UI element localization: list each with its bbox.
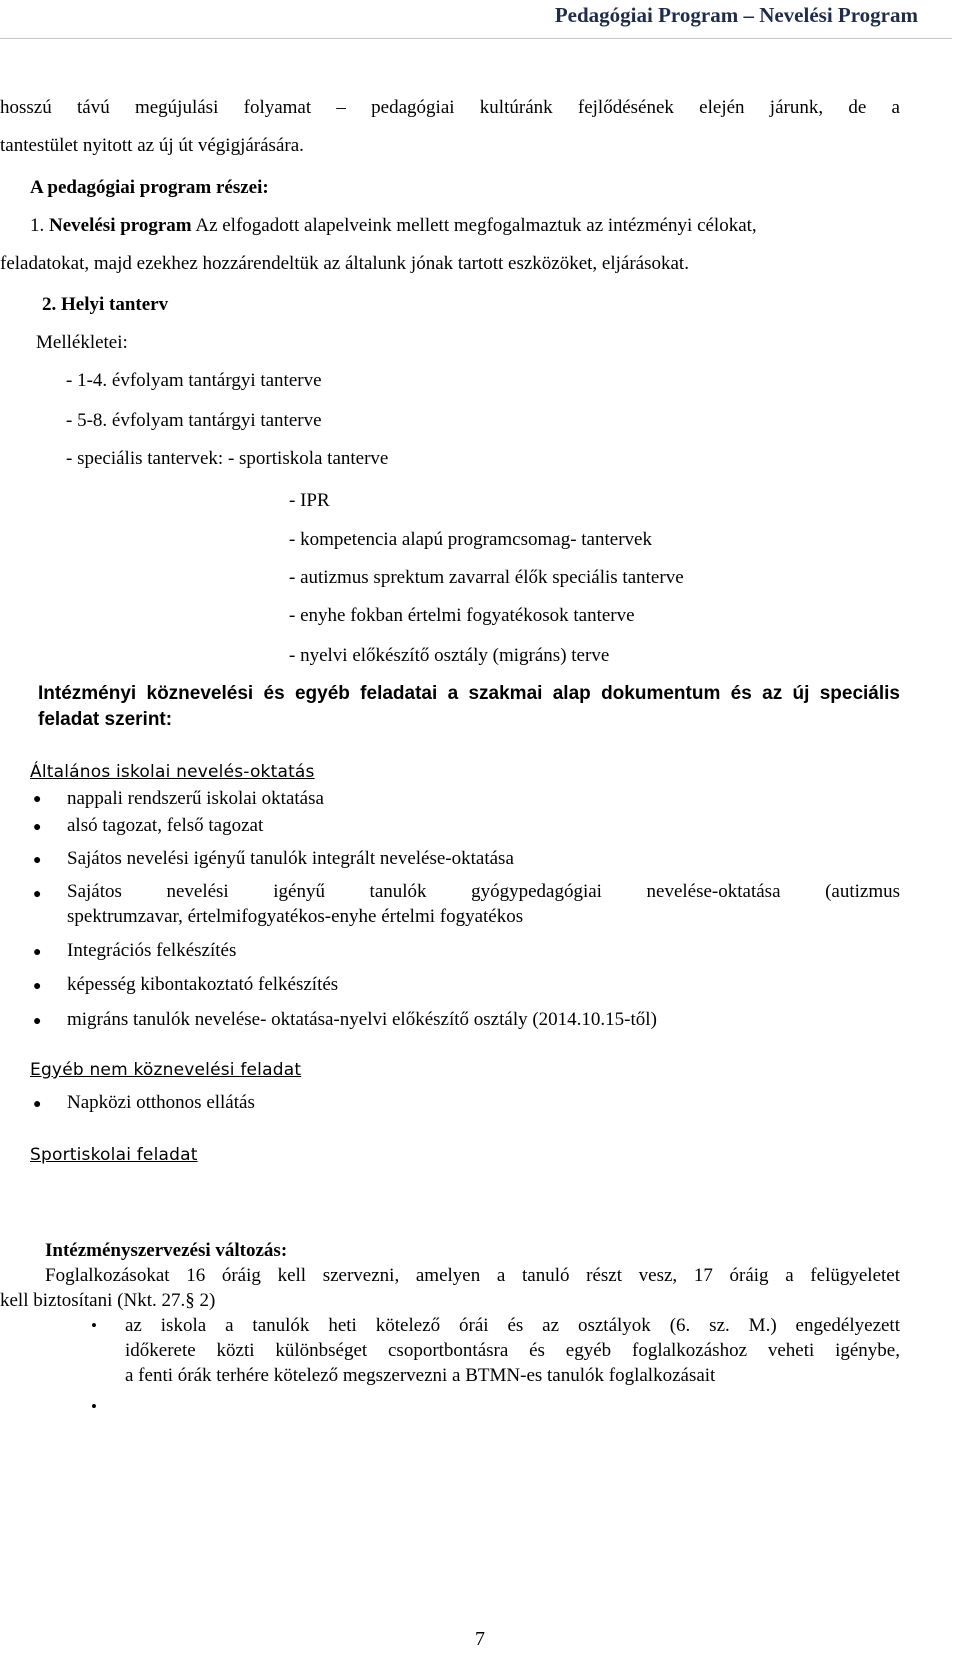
- other-item-1: Napközi otthonos ellátás: [67, 1092, 255, 1113]
- parts-item-1-text: Az elfogadott alapelveink mellett megfogalmaztuk az intézményi célokat,: [195, 215, 757, 236]
- parts-heading: A pedagógiai program részei:: [30, 177, 269, 198]
- org-heading: Intézményszervezési változás:: [45, 1240, 288, 1261]
- org-bullet-1-line-2: időkerete közti különbséget csoportbontásra és egyéb foglalkozáshoz veheti igénybe,: [125, 1340, 900, 1361]
- parts-item-1-number: 1.: [30, 215, 45, 236]
- org-bullet-1-line-1: az iskola a tanulók heti kötelező órái és az osztályok (6. sz. M.) engedélyezett: [125, 1315, 900, 1336]
- parts-item-1-line-2: feladatokat, majd ezekhez hozzárendeltük az általunk jónak tartott eszközöket, eljárásokat.: [0, 253, 689, 274]
- parts-item-2: 2. Helyi tanterv: [42, 294, 169, 315]
- special-item-2: - kompetencia alapú programcsomag- tantervek: [289, 529, 652, 550]
- bullet-icon: ●: [33, 1014, 42, 1029]
- sport-heading: Sportiskolai feladat: [30, 1145, 198, 1165]
- general-item-6: képesség kibontakoztató felkészítés: [67, 974, 339, 995]
- general-item-4: Sajátos nevelési igényű tanulók gyógypedagógiai nevelése-oktatása (autizmus: [67, 881, 900, 902]
- parts-item-1-title: Nevelési program: [49, 215, 192, 236]
- bullet-icon: ●: [33, 792, 42, 807]
- other-heading: Egyéb nem köznevelési feladat: [30, 1060, 302, 1080]
- bullet-icon: ●: [33, 1097, 42, 1112]
- general-item-4-cont: spektrumzavar, értelmifogyatékos-enyhe értelmi fogyatékos: [67, 906, 524, 927]
- general-item-7: migráns tanulók nevelése- oktatása-nyelvi előkészítő osztály (2014.10.15-től): [67, 1009, 657, 1030]
- bullet-icon: ●: [33, 945, 42, 960]
- annex-item-2: - 5-8. évfolyam tantárgyi tanterve: [66, 410, 322, 431]
- org-line-2: kell biztosítani (Nkt. 27.§ 2): [0, 1290, 216, 1311]
- org-bullet-1-line-3: a fenti órák terhére kötelező megszervezni a BTMN-es tanulók foglalkozásait: [125, 1365, 716, 1386]
- special-item-4: - enyhe fokban értelmi fogyatékosok tanterve: [289, 605, 635, 626]
- special-item-5: - nyelvi előkészítő osztály (migráns) terve: [289, 645, 610, 666]
- bullet-icon: •: [91, 1397, 97, 1416]
- special-item-3: - autizmus sprektum zavarral élők speciális tanterve: [289, 567, 684, 588]
- bullet-icon: ●: [33, 979, 42, 994]
- org-line-1: Foglalkozásokat 16 óráig kell szervezni, amelyen a tanuló részt vesz, 17 óráig a felügyeletet: [45, 1265, 900, 1286]
- general-item-5: Integrációs felkészítés: [67, 940, 237, 961]
- annex-item-1: - 1-4. évfolyam tantárgyi tanterve: [66, 370, 322, 391]
- general-item-2: alsó tagozat, felső tagozat: [67, 815, 264, 836]
- parts-item-1: [30, 215, 757, 237]
- running-header: Pedagógiai Program – Nevelési Program: [554, 3, 918, 27]
- annex-item-3: - speciális tantervek: - sportiskola tanterve: [66, 448, 389, 469]
- annexes-label: Mellékletei:: [36, 332, 128, 353]
- header-rule: [0, 38, 952, 39]
- tasks-heading-line-1: Intézményi köznevelési és egyéb feladatai a szakmai alap dokumentum és az új speciális: [38, 683, 900, 704]
- intro-line-2: tantestület nyitott az új út végigjárására.: [0, 135, 304, 156]
- general-item-1: nappali rendszerű iskolai oktatása: [67, 788, 324, 809]
- bullet-icon: ●: [33, 887, 42, 902]
- intro-line-1: hosszú távú megújulási folyamat – pedagógiai kultúránk fejlődésének elején járunk, de a: [0, 97, 900, 118]
- special-item-1: - IPR: [289, 490, 330, 511]
- bullet-icon: ●: [33, 820, 42, 835]
- tasks-heading-line-2: feladat szerint:: [38, 709, 173, 730]
- general-heading: Általános iskolai nevelés-oktatás: [30, 762, 315, 782]
- bullet-icon: ●: [33, 853, 42, 868]
- page-number: 7: [475, 1628, 485, 1650]
- bullet-icon: •: [91, 1316, 97, 1335]
- general-item-3: Sajátos nevelési igényű tanulók integrált nevelése-oktatása: [67, 848, 514, 869]
